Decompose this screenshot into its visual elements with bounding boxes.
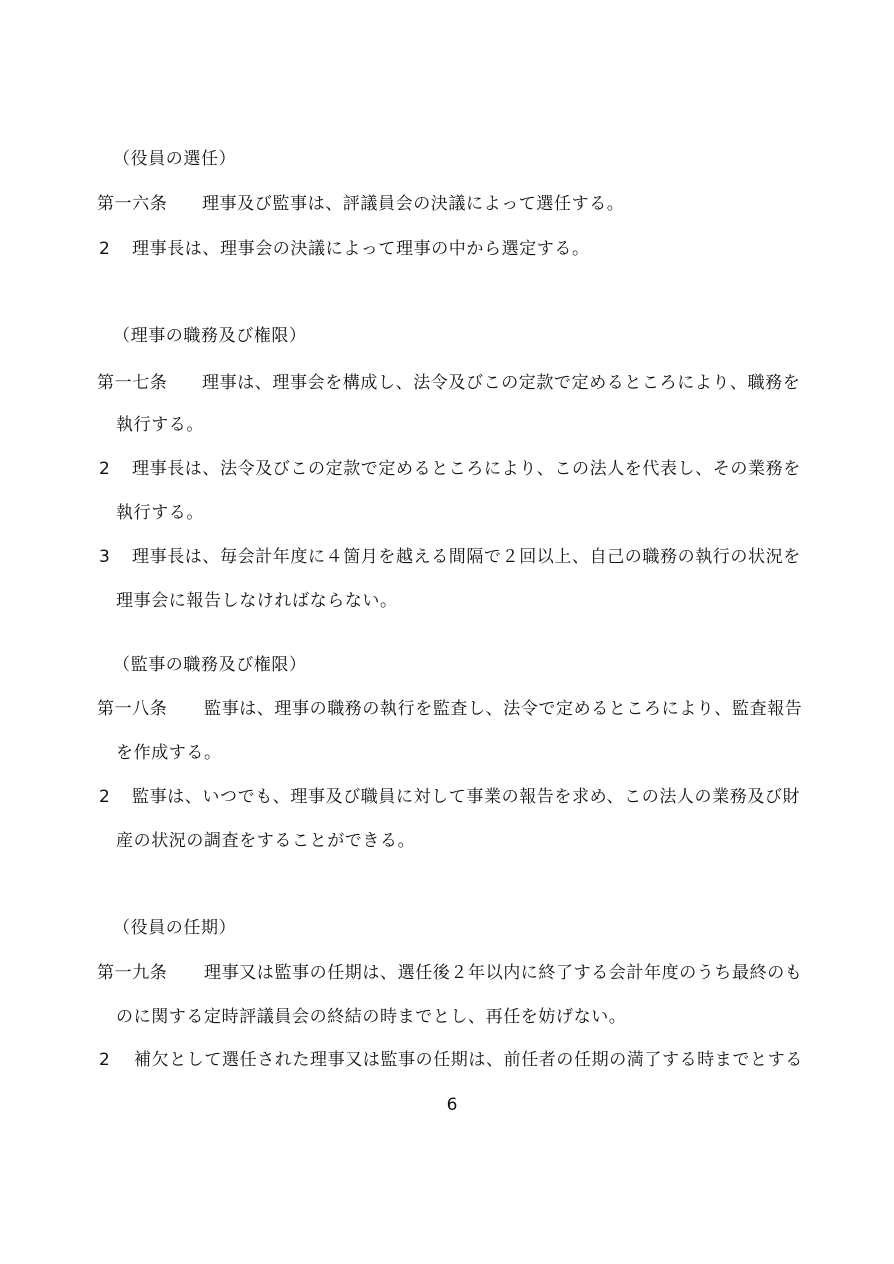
article-text-17-line-2: 執行する。 [116,415,204,435]
paragraph-number-18-2: 2 [99,787,111,807]
paragraph-text-16-2-line-1: 理事長は、理事会の決議によって理事の中から選定する。 [132,239,590,259]
article-text-17-line-1: 理事は、理事会を構成し、法令及びこの定款で定めるところにより、職務を [202,373,801,393]
paragraph-text-17-3-line-1: 理事長は、毎会計年度に４箇月を越える間隔で２回以上、自己の職務の執行の状況を [132,547,801,567]
article-text-18-line-2: を作成する。 [116,743,222,763]
article-text-16-line-1: 理事及び監事は、評議員会の決議によって選任する。 [202,194,625,214]
article-text-18-line-1: 監事は、理事の職務の執行を監査し、法令で定めるところにより、監査報告 [204,699,803,719]
paragraph-text-18-2-line-1: 監事は、いつでも、理事及び職員に対して事業の報告を求め、この法人の業務及び財 [132,787,801,807]
paragraph-text-19-2-line-1: 補欠として選任された理事又は監事の任期は、前任者の任期の満了する時までとする [134,1050,803,1070]
article-label-19: 第一九条 [97,963,168,983]
article-label-17: 第一七条 [97,373,168,393]
paragraph-text-17-2-line-2: 執行する。 [116,503,204,523]
page-number: 6 [446,1095,458,1115]
article-text-19-line-2: のに関する定時評議員会の終結の時までとし、再任を妨げない。 [116,1007,627,1027]
paragraph-text-18-2-line-2: 産の状況の調査をすることができる。 [116,831,416,851]
paragraph-number-17-3: 3 [99,547,111,567]
article-label-16: 第一六条 [97,194,168,214]
section-heading-director-duties: （理事の職務及び権限） [113,326,307,346]
section-heading-auditor-duties: （監事の職務及び権限） [113,655,307,675]
section-heading-officer-term: （役員の任期） [113,918,237,938]
article-label-18: 第一八条 [97,699,168,719]
paragraph-number-16-2: 2 [99,239,111,259]
section-heading-officer-election: （役員の選任） [113,149,237,169]
paragraph-number-19-2: 2 [99,1050,111,1070]
article-text-19-line-1: 理事又は監事の任期は、選任後２年以内に終了する会計年度のうち最終のも [204,963,803,983]
paragraph-text-17-2-line-1: 理事長は、法令及びこの定款で定めるところにより、この法人を代表し、その業務を [132,459,801,479]
paragraph-number-17-2: 2 [99,459,111,479]
paragraph-text-17-3-line-2: 理事会に報告しなければならない。 [116,591,398,611]
